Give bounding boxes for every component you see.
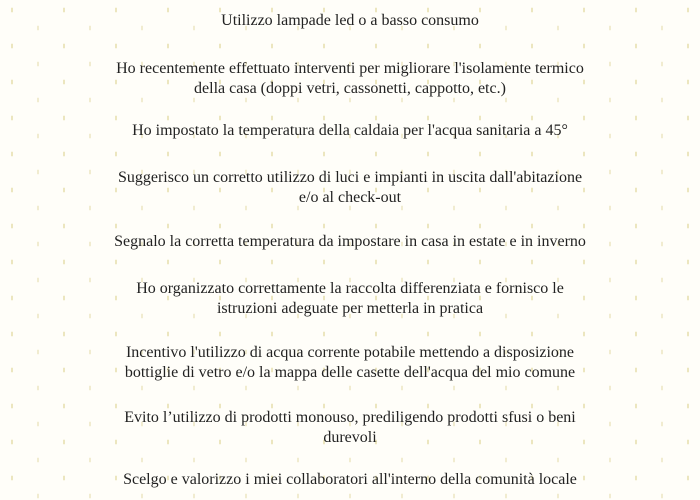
practice-line: Suggerisco un corretto utilizzo di luci e impianti in uscita dall'abitazione — [117, 169, 583, 186]
practice-item — [60, 470, 640, 490]
practice-item — [60, 232, 640, 252]
practice-item — [60, 279, 640, 319]
practice-line: Segnalo la corretta temperatura da impostare in casa in estate e in inverno — [114, 233, 586, 250]
practice-item — [60, 59, 640, 99]
practice-item — [60, 121, 640, 141]
practice-item — [60, 11, 640, 31]
practice-line: Utilizzo lampade led o a basso consumo — [221, 12, 479, 29]
practice-line: istruzioni adeguate per metterla in pratica — [216, 300, 484, 317]
practice-line: bottiglie di vetro e/o la mappa delle casette dell'acqua del mio comune — [124, 364, 576, 381]
practice-item — [60, 343, 640, 383]
practice-item — [60, 408, 640, 448]
practice-line: Ho organizzato correttamente la raccolta differenziata e fornisco le — [136, 280, 564, 297]
practice-line: Incentivo l'utilizzo di acqua corrente potabile mettendo a disposizione — [125, 344, 575, 361]
practice-item — [60, 168, 640, 208]
practice-line: durevoli — [323, 429, 377, 446]
practice-line: e/o al check-out — [298, 189, 402, 206]
practice-line: Ho recentemente effettuato interventi per migliorare l'isolamente termico — [116, 60, 584, 77]
practice-line: Ho impostato la temperatura della caldaia per l'acqua sanitaria a 45° — [132, 122, 568, 139]
practice-line: Scelgo e valorizzo i miei collaboratori all'interno della comunità locale — [123, 471, 577, 488]
practice-line: della casa (doppi vetri, cassonetti, cappotto, etc.) — [194, 80, 506, 97]
practice-line: Evito l’utilizzo di prodotti monouso, prediligendo prodotti sfusi o beni — [124, 409, 576, 426]
